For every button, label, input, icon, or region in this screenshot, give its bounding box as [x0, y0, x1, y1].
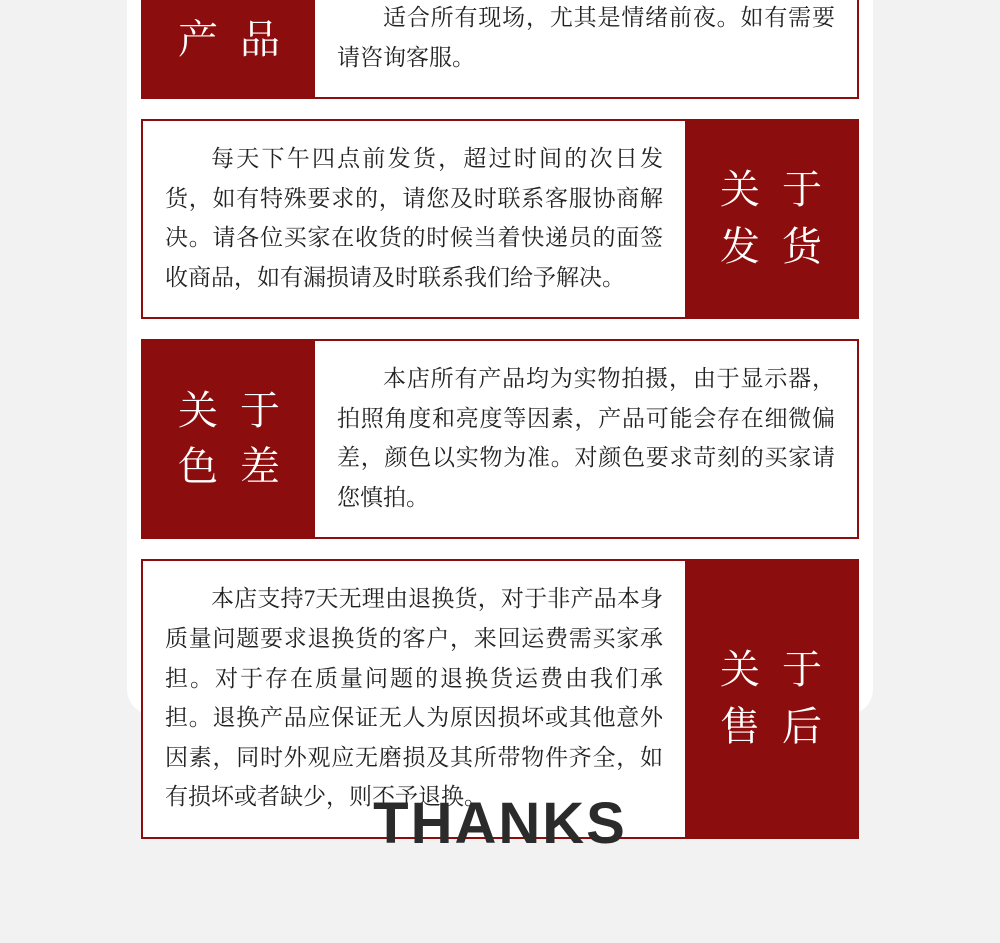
info-block-color-difference-label — [143, 341, 315, 537]
info-block-color-difference — [141, 339, 859, 539]
info-block-shipping-text: 每天下午四点前发货，超过时间的次日发货，如有特殊要求的，请您及时联系客服协商解决。请各位买家在收货的时候当着快递员的面签收商品，如有漏损请及时联系我们给予解决。 — [165, 146, 663, 290]
info-block-color-difference-label-line-1: 关 于 — [178, 387, 286, 433]
info-block-shipping-label-line-2: 发 货 — [720, 224, 828, 270]
info-block-product-text: 适合所有现场，尤其是情绪前夜。如有需要请咨询客服。 — [337, 5, 835, 70]
info-block-color-difference-label-line-2: 色 差 — [178, 444, 286, 490]
info-block-shipping — [141, 119, 859, 319]
info-block-after-sales-label-line-1: 关 于 — [720, 647, 828, 693]
info-block-shipping-label — [685, 121, 857, 317]
info-block-product-label-line-1: 产 品 — [178, 17, 286, 63]
thanks-heading: THANKS — [373, 791, 627, 856]
info-block-product — [141, 0, 859, 99]
info-block-product-label — [143, 0, 315, 97]
info-block-shipping-label-line-1: 关 于 — [720, 167, 828, 213]
info-block-after-sales-text: 本店支持7天无理由退换货，对于非产品本身质量问题要求退换货的客户，来回运费需买家承担。对于存在质量问题的退换货运费由我们承担。退换产品应保证无人为原因损坏或其他意外因素，同时外观应无磨损及其所带物件齐全，如有损坏或者缺少，则不予退换。 — [165, 586, 663, 810]
info-block-color-difference-text: 本店所有产品均为实物拍摄，由于显示器，拍照角度和亮度等因素，产品可能会存在细微偏差，颜色以实物为准。对颜色要求苛刻的买家请您慎拍。 — [337, 366, 835, 510]
info-block-list — [141, 0, 859, 859]
info-block-after-sales-label-line-2: 售 后 — [720, 704, 828, 750]
